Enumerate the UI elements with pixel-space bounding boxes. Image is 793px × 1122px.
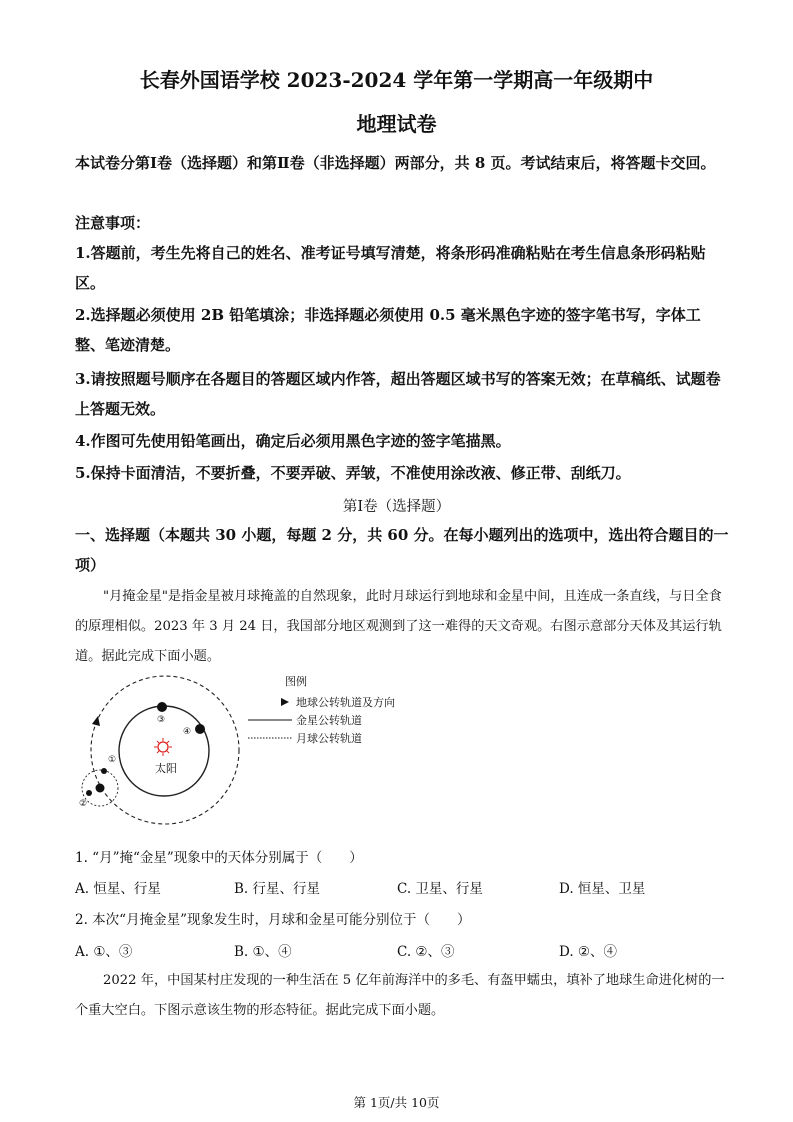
marker-1: ①	[108, 755, 117, 765]
q1-option-c: C. 卫星、行星	[397, 881, 483, 897]
legend-moon-orbit: 月球公转轨道	[296, 732, 362, 745]
notice-item: 4.作图可先使用铅笔画出，确定后必须用黑色字迹的签字笔描黑。	[75, 432, 511, 450]
marker-3: ③	[157, 715, 166, 725]
question-1: 1. “月”掩“金星”现象中的天体分别属于（ ）	[75, 850, 363, 866]
earth	[96, 784, 105, 793]
exam-subject: 地理试卷	[356, 112, 437, 136]
intro-text: 本试卷分第Ⅰ卷（选择题）和第Ⅱ卷（非选择题）两部分，共 8 页。考试结束后，将答题卡交回。	[75, 154, 716, 172]
passage-moon-venus: "月掩金星"是指金星被月球掩盖的自然现象，此时月球运行到地球和金星中间，且连成一条直线，与日全食的原理相似。2023 年 3 月 24 日，我国部分地区观测到了这一难得的天文奇观。右图示意部分天体及其运行轨道。据此完成下面小题。	[75, 589, 722, 664]
section-title: 第Ⅰ卷（选择题）	[342, 499, 451, 515]
passage-worm: 2022 年，中国某村庄发现的一种生活在 5 亿年前海洋中的多毛、有盔甲蠕虫，填补了地球生命进化树的一个重大空白。下图示意该生物的形态特征。据此完成下面小题。	[75, 973, 725, 1018]
legend-arrow-icon	[281, 698, 289, 706]
q1-option-b: B. 行星、行星	[234, 881, 321, 897]
venus-position-3	[157, 702, 167, 712]
legend-venus-orbit: 金星公转轨道	[296, 714, 362, 727]
venus-position-4	[195, 724, 205, 734]
q1-option-a: A. 恒星、行星	[75, 881, 161, 897]
marker-2: ②	[79, 799, 88, 809]
sun-label: 太阳	[155, 762, 177, 775]
sun-icon	[154, 738, 172, 756]
page-number: 第 1页/共 10页	[353, 1095, 440, 1110]
exam-title: 长春外国语学校 2023-2024 学年第一学期高一年级期中	[139, 68, 654, 92]
q2-option-b: B. ①、④	[234, 944, 292, 960]
orbit-figure	[70, 670, 410, 830]
notice-item: 2.选择题必须使用 2B 铅笔填涂；非选择题必须使用 0.5 毫米黑色字迹的签字笔书写，字体工整、笔迹清楚。	[75, 306, 701, 354]
notice-heading: 注意事项：	[75, 214, 151, 232]
earth-direction-arrow	[92, 716, 100, 726]
q2-option-c: C. ②、③	[397, 944, 455, 960]
question-2: 2. 本次“月掩金星”现象发生时，月球和金星可能分别位于（ ）	[75, 912, 471, 928]
earth-orbit	[91, 676, 239, 824]
notice-item: 5.保持卡面清洁，不要折叠，不要弄破、弄皱，不准使用涂改液、修正带、刮纸刀。	[75, 464, 631, 482]
notice-item: 1.答题前，考生先将自己的姓名、准考证号填写清楚，将条形码准确粘贴在考生信息条形码粘贴区。	[75, 244, 706, 292]
moon-position-1	[101, 768, 107, 774]
legend-title: 图例	[285, 675, 307, 688]
q1-option-d: D. 恒星、卫星	[559, 881, 646, 897]
section-instruction: 一、选择题（本题共 30 小题，每题 2 分，共 60 分。在每小题列出的选项中，选出符合题目的一项）	[75, 526, 729, 574]
moon-position-2	[86, 790, 92, 796]
q2-option-a: A. ①、③	[75, 944, 133, 960]
q2-option-d: D. ②、④	[559, 944, 618, 960]
legend-earth-orbit: 地球公转轨道及方向	[296, 696, 395, 709]
marker-4: ④	[183, 727, 192, 737]
notice-item: 3.请按照题号顺序在各题目的答题区域内作答，超出答题区域书写的答案无效；在草稿纸、试题卷上答题无效。	[75, 370, 721, 418]
